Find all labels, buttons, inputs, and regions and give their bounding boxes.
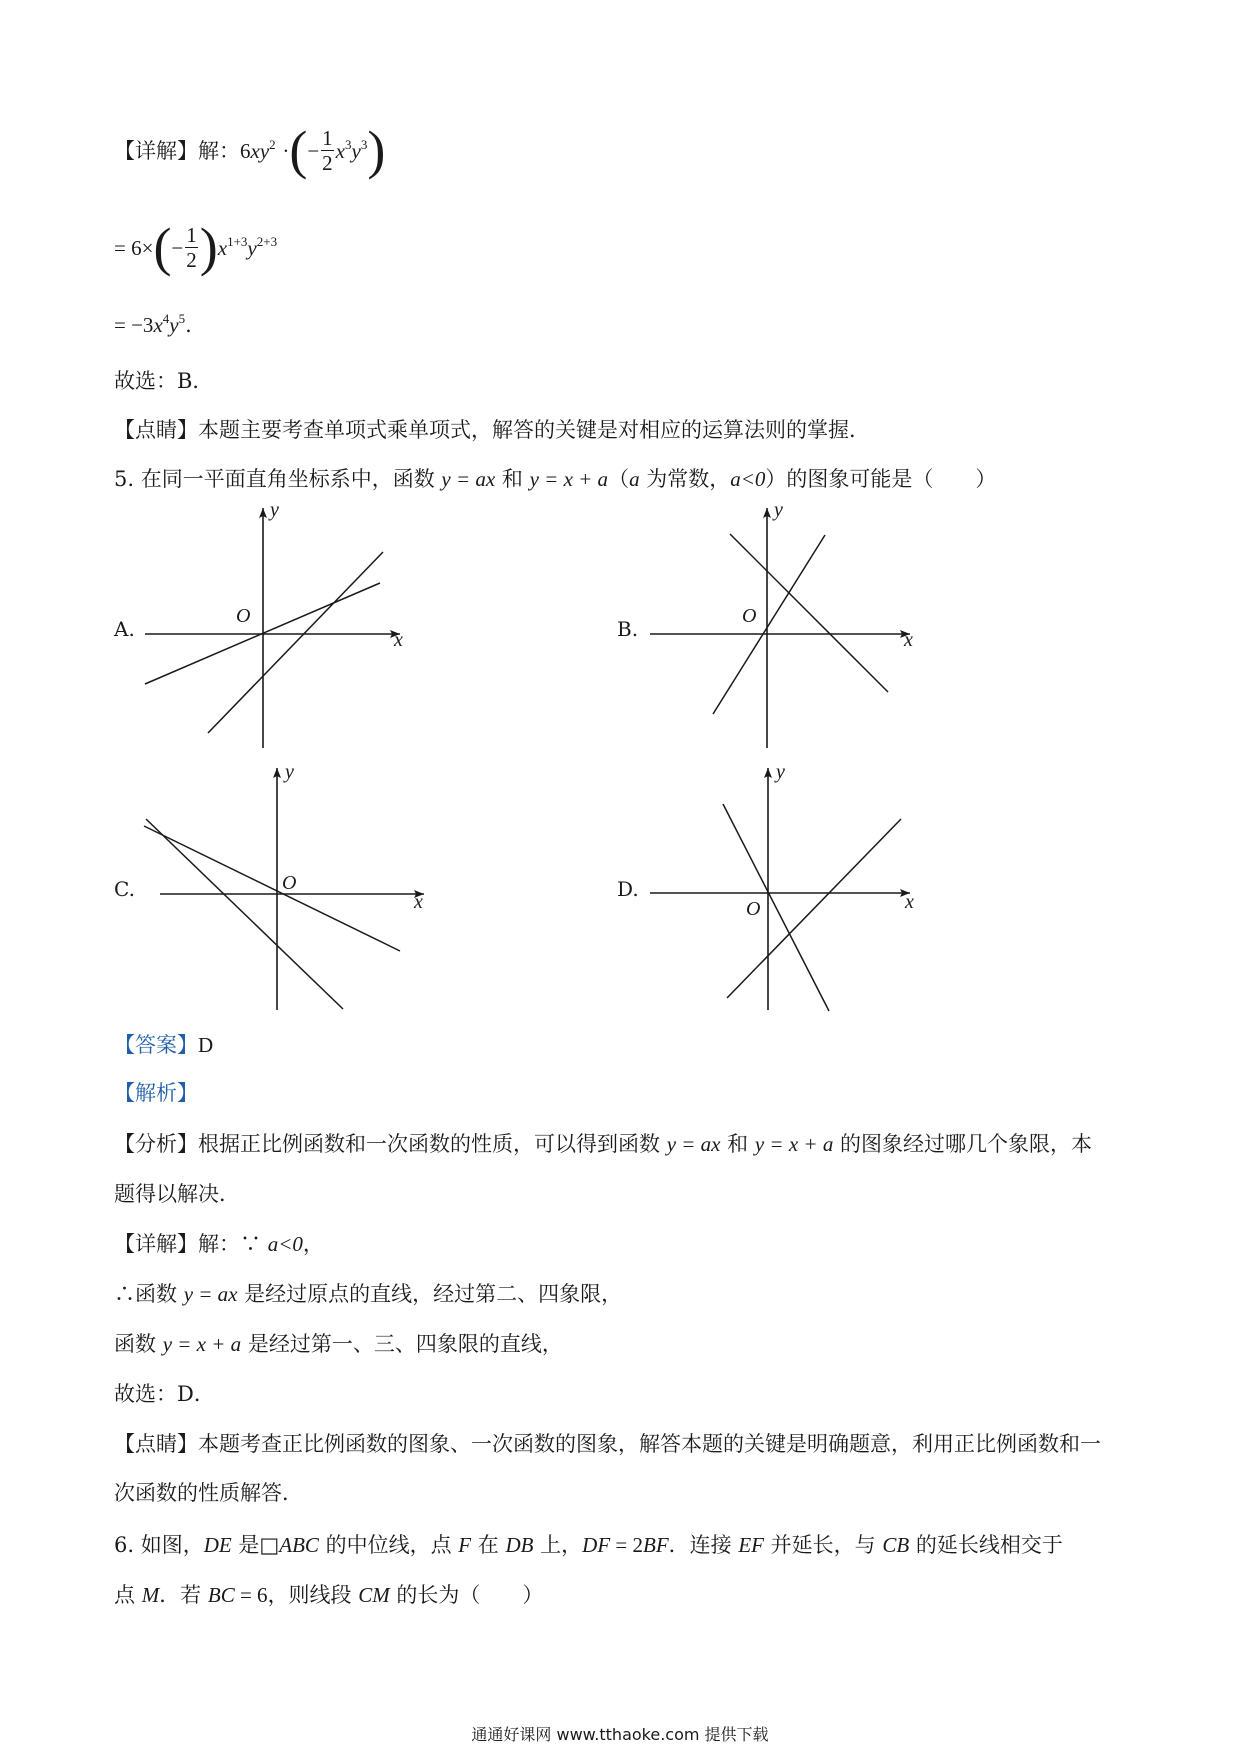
detail2-line-2 [114, 1279, 622, 1309]
seg-bc: BC [207, 1583, 235, 1607]
neg-sign: − [171, 236, 184, 260]
dot: · [282, 139, 290, 163]
text: 函数 [114, 1332, 163, 1356]
comment-text: 本题考查正比例函数的图象、一次函数的图象，解答本题的关键是明确题意，利用正比例函数和一 [198, 1432, 1101, 1456]
formula-y-x-a: y = x + a [529, 467, 609, 491]
option-d-label[interactable]: D. [617, 877, 639, 901]
q-text: 点 [114, 1583, 142, 1607]
line-1 [723, 804, 829, 1011]
formula-y-ax: y = ax [666, 1132, 721, 1156]
x-exp: 1+3 [227, 234, 248, 249]
q-text: 为常数， [639, 467, 731, 491]
x-label: x [394, 629, 403, 651]
var-y: y [247, 236, 257, 260]
y-exp: 5 [178, 311, 186, 326]
analysis-text: 根据正比例函数和一次函数的性质，可以得到函数 [198, 1132, 667, 1156]
var-x: x [153, 313, 163, 337]
text: 是经过原点的直线，经过第二、四象限， [237, 1282, 623, 1306]
frac-den: 2 [186, 248, 197, 272]
seg-db: DB [505, 1533, 534, 1557]
expr-exp: 2 [269, 137, 276, 152]
q-text: ）的图象可能是（ ） [765, 467, 997, 491]
y-exp: 2+3 [256, 234, 278, 249]
right-paren: ) [367, 119, 386, 180]
triangle-symbol: □ [259, 1533, 280, 1557]
var-y: y [169, 313, 179, 337]
step2-eq: = 6× [114, 236, 154, 260]
question-number: 6. [114, 1533, 141, 1557]
question-6-line-1 [114, 1530, 1063, 1560]
option-b-label[interactable]: B. [617, 617, 639, 641]
q-text: 和 [495, 467, 530, 491]
seg-df: DF [582, 1533, 611, 1557]
answer-tag: 【答案】 [114, 1033, 198, 1057]
y-label: y [776, 761, 785, 783]
q-text: 的延长线相交于 [909, 1533, 1063, 1557]
question-number: 5. [114, 467, 141, 491]
text: ∴函数 [114, 1282, 184, 1306]
detail-lead: 解： [198, 139, 240, 163]
detail-lead: 解：∵ [198, 1232, 268, 1256]
choice1: 故选：B． [114, 369, 214, 393]
analysis-tag: 【解析】 [114, 1081, 198, 1105]
eq-2: = 2 [610, 1533, 643, 1557]
detail2-line-1 [114, 1229, 324, 1259]
q-text: 在 [471, 1533, 506, 1557]
analysis-sub-tag: 【分析】 [114, 1132, 198, 1156]
condition: a<0 [730, 467, 766, 491]
x-label: x [414, 891, 423, 913]
expr-var: xy [250, 139, 270, 163]
answer-value: D [198, 1033, 214, 1057]
q-text: ，则线段 [267, 1583, 359, 1607]
detail-tag: 【详解】 [114, 1232, 198, 1256]
x-exp: 4 [162, 311, 170, 326]
comment-tag: 【点睛】 [114, 418, 198, 442]
y-exp: 3 [360, 137, 368, 152]
left-paren: ( [289, 119, 308, 180]
left-paren: ( [153, 216, 172, 277]
point-m: M [141, 1583, 160, 1607]
x-label: x [905, 891, 914, 913]
analysis-text: 和 [720, 1132, 755, 1156]
condition: a<0 [267, 1232, 303, 1256]
detail-tag: 【详解】 [114, 139, 198, 163]
question-6-line-2 [114, 1580, 543, 1610]
q-text: 上， [533, 1533, 583, 1557]
seg-de: DE [203, 1533, 232, 1557]
comma: ， [302, 1232, 324, 1256]
seg-cm: CM [358, 1583, 390, 1607]
q-text: 是 [231, 1533, 260, 1557]
formula-y-ax: y = ax [441, 467, 496, 491]
seg-cb: CB [882, 1533, 910, 1557]
origin-label: O [742, 605, 757, 627]
x-exp: 3 [345, 137, 352, 152]
y-label: y [285, 761, 294, 783]
text: 是经过第一、三、四象限的直线， [241, 1332, 563, 1356]
analysis-text: 的图象经过哪几个象限，本 [833, 1132, 1093, 1156]
formula-y-ax: y = ax [183, 1282, 238, 1306]
var-x: x [335, 139, 345, 163]
tri-abc: ABC [279, 1533, 319, 1557]
period: . [185, 313, 192, 337]
option-a-label[interactable]: A. [114, 617, 135, 641]
comment-text: 本题主要考查单项式乘单项式，解答的关键是对相应的运算法则的掌握． [198, 418, 870, 442]
x-label: x [904, 629, 913, 651]
frac-num: 1 [186, 223, 197, 247]
comment2-line-2: 次函数的性质解答． [114, 1481, 303, 1505]
var-x: x [217, 236, 228, 260]
frac-den: 2 [322, 151, 333, 175]
comment2-line-1 [114, 1429, 1101, 1459]
footer: 通通好课网 www.tthaoke.com 提供下载 [471, 1725, 769, 1744]
q-text: 如图， [140, 1533, 204, 1557]
q-text: 的长为（ ） [389, 1583, 544, 1607]
point-f: F [458, 1533, 472, 1557]
origin-label: O [746, 898, 761, 920]
q-text: （ [608, 467, 630, 491]
right-paren: ) [199, 216, 218, 277]
y-label: y [774, 499, 783, 521]
q-text: 并延长，与 [764, 1533, 883, 1557]
neg-sign: − [307, 139, 320, 163]
choice2: 故选：D． [114, 1382, 215, 1406]
origin-label: O [236, 605, 251, 627]
q-text: ．连接 [668, 1533, 739, 1557]
origin-label: O [282, 872, 297, 894]
analysis-line-2: 题得以解决． [114, 1182, 240, 1206]
formula-y-x-a: y = x + a [754, 1132, 834, 1156]
q-text: ．若 [159, 1583, 208, 1607]
seg-ef: EF [738, 1533, 764, 1557]
y-label: y [270, 499, 279, 521]
q-text: 的中位线，点 [318, 1533, 459, 1557]
detail2-line-3 [114, 1329, 563, 1359]
eq-6: = 6 [234, 1583, 268, 1607]
frac-num: 1 [322, 126, 333, 150]
var-a: a [629, 467, 640, 491]
seg-bf: BF [643, 1533, 669, 1557]
var-y: y [351, 139, 361, 163]
q-text: 在同一平面直角坐标系中，函数 [140, 467, 442, 491]
analysis-line-1 [114, 1129, 1092, 1159]
formula-y-x-a: y = x + a [162, 1332, 242, 1356]
answer-line [114, 1030, 213, 1060]
step3-eq: = −3 [114, 313, 154, 337]
option-c-label[interactable]: C. [114, 877, 135, 901]
expr-coef: 6 [240, 139, 251, 163]
comment-tag: 【点睛】 [114, 1432, 198, 1456]
